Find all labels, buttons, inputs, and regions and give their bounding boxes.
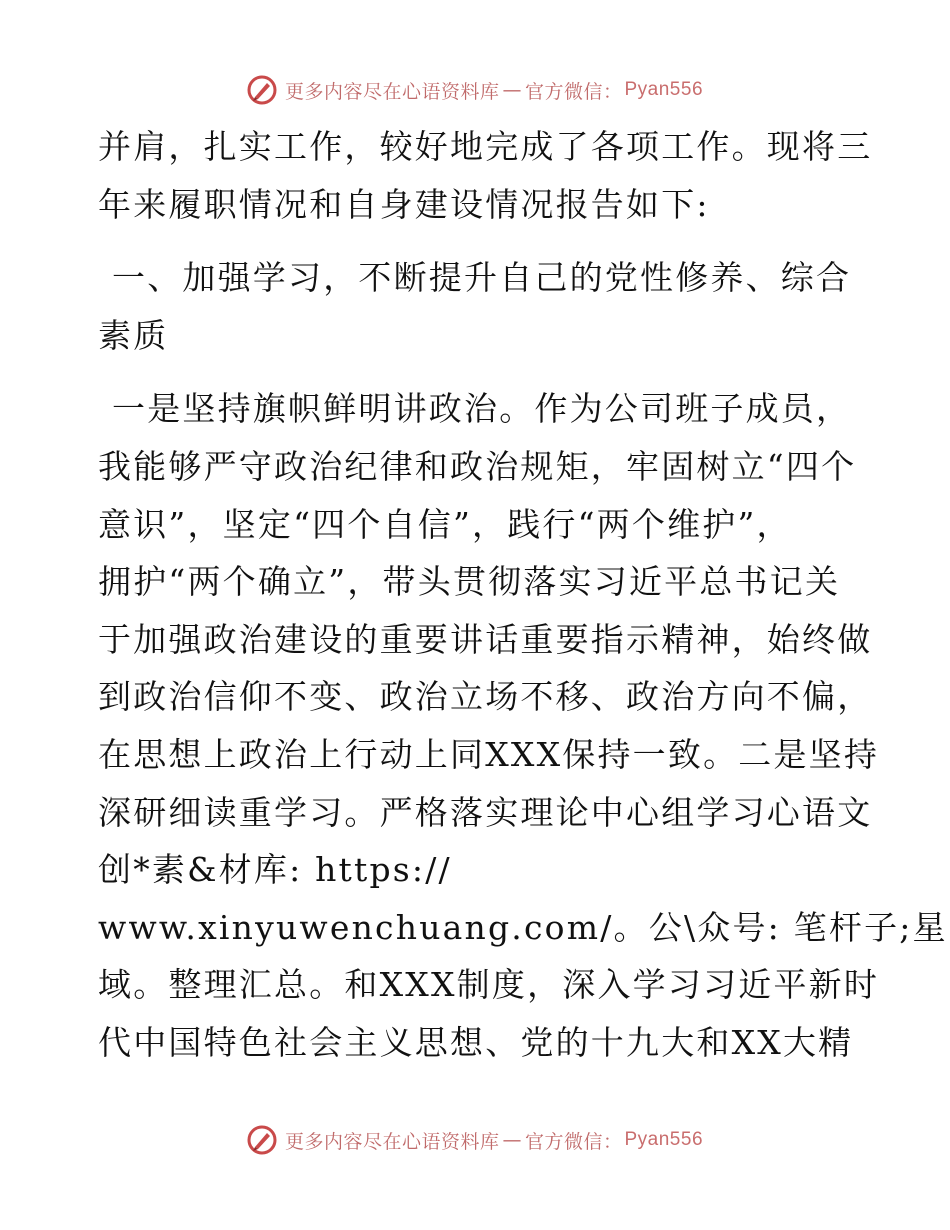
watermark-handle: Pyan556 [624, 79, 704, 100]
text-line: 意识”，坚定“四个自信”，践行“两个维护”， [98, 504, 792, 544]
watermark-separator: — [502, 79, 522, 101]
watermark-label: 官方微信： [524, 1130, 623, 1153]
text-line: 年来履职情况和自身建设情况报告如下: [98, 184, 710, 224]
text-line: 域。整理汇总。和XXX制度，深入学习习近平新时 [98, 965, 880, 1005]
text-line: 深研细读重学习。严格落实理论中心组学习心语文 [98, 792, 873, 832]
pen-logo-icon [247, 1125, 277, 1155]
watermark-text: 更多内容尽在心语资料库 [284, 80, 500, 103]
text-line: 创*素&材库: https:// [98, 850, 452, 890]
section-heading-cont: 素质 [98, 315, 169, 355]
header-watermark [0, 70, 950, 110]
text-line: www.xinyuwenchuang.com/。公\众号: 笔杆子;星 [98, 907, 948, 947]
text-line: 于加强政治建设的重要讲话重要指示精神，始终做 [98, 619, 873, 659]
watermark-handle: Pyan556 [624, 1129, 704, 1150]
text-line: 代中国特色社会主义思想、党的十九大和XX大精 [98, 1022, 854, 1062]
text-line: 拥护“两个确立”，带头贯彻落实习近平总书记关 [98, 562, 841, 602]
watermark-text: 更多内容尽在心语资料库 [284, 1130, 500, 1153]
footer-watermark [0, 1120, 950, 1160]
pen-logo-icon [247, 75, 277, 105]
text-line: 一是坚持旗帜鲜明讲政治。作为公司班子成员， [112, 389, 852, 429]
watermark-label: 官方微信： [524, 80, 623, 103]
text-line: 在思想上政治上行动上同XXX保持一致。二是坚持 [98, 734, 880, 774]
section-heading: 一、加强学习，不断提升自己的党性修养、综合 [112, 258, 852, 298]
text-line: 并肩，扎实工作，较好地完成了各项工作。现将三 [98, 127, 873, 166]
text-line: 到政治信仰不变、政治立场不移、政治方向不偏， [98, 677, 873, 717]
document-body [98, 118, 948, 1072]
watermark-separator: — [502, 1129, 522, 1151]
text-line: 我能够严守政治纪律和政治规矩，牢固树立“四个 [98, 446, 857, 486]
